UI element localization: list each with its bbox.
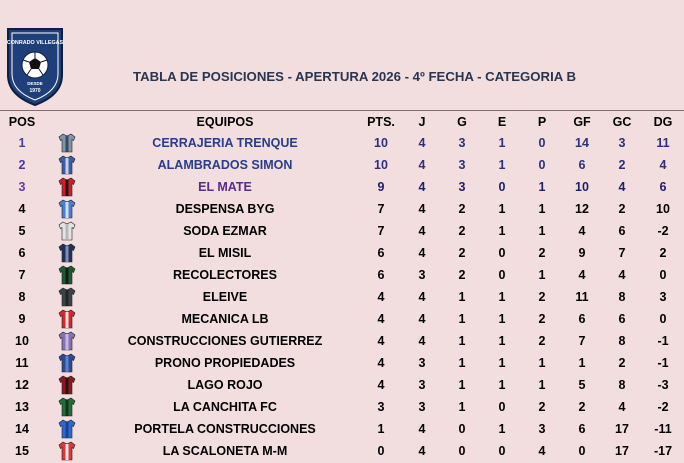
green-black-shirt-icon [58,265,76,285]
stat-e: 1 [498,136,506,150]
team-shirt [44,264,90,286]
stat-gf: 6 [578,422,586,436]
stat-j: 4 [418,422,426,436]
stat-j: 3 [418,268,426,282]
stat-gc: 6 [618,224,626,238]
stat-p: 0 [538,136,546,150]
row-position: 8 [18,290,26,304]
row-position: 9 [18,312,26,326]
table-row [0,440,684,462]
stat-pts: 4 [377,334,385,348]
stat-g: 1 [458,378,466,392]
stat-dg: -2 [657,400,669,414]
stat-pts: 6 [377,246,385,260]
header-team: EQUIPOS [196,114,254,129]
stat-gf: 14 [575,136,589,150]
stat-pts: 4 [377,378,385,392]
stat-e: 1 [498,422,506,436]
stat-dg: -3 [657,378,669,392]
stat-g: 2 [458,268,466,282]
team-name: PORTELA CONSTRUCCIONES [134,422,316,436]
header-p: P [537,114,547,129]
stat-gf: 5 [578,378,586,392]
stat-p: 1 [538,356,546,370]
stat-p: 2 [538,290,546,304]
stat-p: 1 [538,268,546,282]
stat-e: 1 [498,202,506,216]
stat-p: 1 [538,378,546,392]
row-position: 6 [18,246,26,260]
white-shirt-icon [58,221,76,241]
stat-e: 0 [498,268,506,282]
stat-gf: 9 [578,246,586,260]
stat-pts: 4 [377,290,385,304]
header-j: J [418,114,426,129]
team-shirt [44,220,90,242]
stat-g: 1 [458,290,466,304]
row-position: 3 [18,180,26,194]
stat-j: 4 [418,136,426,150]
team-name: LA CANCHITA FC [173,400,277,414]
stat-gc: 4 [618,400,626,414]
stat-dg: 0 [659,312,667,326]
stat-j: 3 [418,356,426,370]
stat-gf: 6 [578,312,586,326]
stat-p: 1 [538,224,546,238]
team-shirt [44,374,90,396]
stat-dg: 3 [659,290,667,304]
stat-dg: -2 [657,224,669,238]
blue-shirt-icon [58,353,76,373]
team-shirt [44,242,90,264]
team-name: EL MATE [198,180,252,194]
row-position: 5 [18,224,26,238]
green-shirt-icon [58,397,76,417]
team-shirt [44,440,90,462]
stat-g: 3 [458,180,466,194]
navy-shirt-icon [58,243,76,263]
stat-dg: 4 [659,158,667,172]
stat-gf: 4 [578,224,586,238]
stat-pts: 9 [377,180,385,194]
table-row [0,418,684,440]
stat-pts: 3 [377,400,385,414]
team-name: ELEIVE [202,290,248,304]
stat-gc: 8 [618,378,626,392]
stat-j: 3 [418,400,426,414]
stat-p: 2 [538,400,546,414]
stat-gc: 2 [618,158,626,172]
table-row [0,396,684,418]
team-shirt [44,352,90,374]
header-e: E [497,114,507,129]
team-shirt [44,330,90,352]
stat-j: 4 [418,158,426,172]
stat-gf: 6 [578,158,586,172]
stat-g: 2 [458,246,466,260]
team-name: SODA EZMAR [183,224,267,238]
header-pts: PTS. [367,114,395,129]
stat-gc: 8 [618,290,626,304]
team-shirt [44,286,90,308]
dark-red-shirt-icon [58,375,76,395]
club-logo [4,25,66,107]
team-shirt [44,176,90,198]
table-row [0,198,684,220]
stat-j: 4 [418,246,426,260]
table-row [0,286,684,308]
red-black-shirt-icon [58,177,76,197]
team-name: EL MISIL [198,246,252,260]
team-name: DESPENSA BYG [175,202,275,216]
header-gf: GF [573,114,591,129]
red-shirt-icon [58,309,76,329]
red-white-shirt-icon [58,441,76,461]
stat-e: 0 [498,180,506,194]
stat-pts: 10 [374,136,388,150]
stat-p: 1 [538,180,546,194]
stat-gc: 17 [615,422,629,436]
stat-gc: 17 [615,444,629,458]
stat-g: 2 [458,224,466,238]
stat-gf: 7 [578,334,586,348]
header-shirt [44,111,90,132]
table-row [0,154,684,176]
stat-pts: 4 [377,356,385,370]
team-name: CONSTRUCCIONES GUTIERREZ [127,334,323,348]
stat-gc: 8 [618,334,626,348]
row-position: 12 [15,378,29,392]
stat-e: 1 [498,378,506,392]
table-row [0,308,684,330]
stat-e: 1 [498,334,506,348]
stat-p: 3 [538,422,546,436]
stat-pts: 10 [374,158,388,172]
table-row [0,132,684,154]
row-position: 10 [15,334,29,348]
stat-dg: 11 [656,136,670,150]
stat-e: 1 [498,290,506,304]
row-position: 14 [15,422,29,436]
stat-pts: 7 [377,202,385,216]
stat-gc: 2 [618,202,626,216]
team-shirt [44,132,90,154]
stat-p: 1 [538,202,546,216]
team-shirt [44,154,90,176]
stat-gf: 4 [578,268,586,282]
page-title: TABLA DE POSICIONES - APERTURA 2026 - 4º FECHA - CATEGORIA B [133,69,576,84]
team-name: LAGO ROJO [187,378,263,392]
row-position: 13 [15,400,29,414]
stat-dg: -1 [657,334,669,348]
header-g: G [457,114,467,129]
table-row [0,374,684,396]
stat-dg: 6 [659,180,667,194]
stat-gc: 4 [618,268,626,282]
stat-gf: 2 [578,400,586,414]
stat-gc: 6 [618,312,626,326]
header-gc: GC [612,114,632,129]
stat-g: 0 [458,422,466,436]
dark-gray-shirt-icon [58,287,76,307]
team-shirt [44,418,90,440]
stat-gf: 10 [575,180,589,194]
team-name: MECANICA LB [181,312,269,326]
team-shirt [44,396,90,418]
header-pos: POS [8,114,36,129]
stat-dg: -11 [654,422,672,436]
stat-pts: 0 [377,444,385,458]
team-shirt [44,198,90,220]
stat-g: 1 [458,312,466,326]
stat-p: 0 [538,158,546,172]
logo-name: CONRADO VILLEGAS [6,40,64,46]
stat-e: 1 [498,158,506,172]
gray-blue-shirt-icon [58,133,76,153]
stat-p: 2 [538,246,546,260]
table-row [0,176,684,198]
stat-e: 1 [498,224,506,238]
stat-j: 4 [418,444,426,458]
stat-e: 1 [498,356,506,370]
stat-j: 4 [418,290,426,304]
row-position: 15 [15,444,29,458]
blue-shirt-icon [58,419,76,439]
stat-pts: 7 [377,224,385,238]
table-row [0,264,684,286]
logo-year: 1970 [29,88,41,94]
stat-dg: 0 [659,268,667,282]
row-position: 2 [18,158,26,172]
stat-p: 4 [538,444,546,458]
stat-g: 3 [458,136,466,150]
stat-dg: -17 [653,444,673,458]
standings-table [0,111,684,462]
team-name: CERRAJERIA TRENQUE [152,136,298,150]
stat-gc: 3 [618,136,626,150]
team-name: ALAMBRADOS SIMON [157,158,293,172]
stat-e: 0 [498,400,506,414]
row-position: 4 [18,202,26,216]
stat-dg: 2 [659,246,667,260]
stat-dg: 10 [656,202,670,216]
stat-pts: 1 [377,422,385,436]
team-name: LA SCALONETA M-M [162,444,288,458]
stat-gc: 4 [618,180,626,194]
stat-gf: 12 [575,202,589,216]
stat-gf: 1 [578,356,586,370]
stat-p: 2 [538,334,546,348]
stat-pts: 6 [377,268,385,282]
team-name: RECOLECTORES [173,268,277,282]
header-dg: DG [653,114,673,129]
table-row [0,330,684,352]
logo-desde: DESDE [27,81,43,86]
stat-g: 0 [458,444,466,458]
stat-pts: 4 [377,312,385,326]
blue-white-shirt-icon [58,199,76,219]
stat-j: 3 [418,378,426,392]
row-position: 1 [18,136,26,150]
team-name: PRONO PROPIEDADES [154,356,296,370]
row-position: 7 [18,268,26,282]
stat-p: 2 [538,312,546,326]
blue-white-shirt-icon [58,155,76,175]
stat-gf: 11 [575,290,589,304]
table-row [0,220,684,242]
stat-j: 4 [418,312,426,326]
stat-e: 0 [498,246,506,260]
stat-g: 3 [458,158,466,172]
stat-g: 2 [458,202,466,216]
stat-gc: 7 [618,246,626,260]
stat-g: 1 [458,334,466,348]
stat-j: 4 [418,334,426,348]
stat-j: 4 [418,224,426,238]
row-position: 11 [15,356,29,370]
stat-j: 4 [418,202,426,216]
table-row [0,352,684,374]
stat-e: 1 [498,312,506,326]
purple-shirt-icon [58,331,76,351]
stat-gc: 2 [618,356,626,370]
team-shirt [44,308,90,330]
table-header-row [0,111,684,132]
stat-e: 0 [498,444,506,458]
stat-g: 1 [458,356,466,370]
table-row [0,242,684,264]
stat-gf: 0 [578,444,586,458]
stat-g: 1 [458,400,466,414]
stat-j: 4 [418,180,426,194]
stat-dg: -1 [657,356,669,370]
